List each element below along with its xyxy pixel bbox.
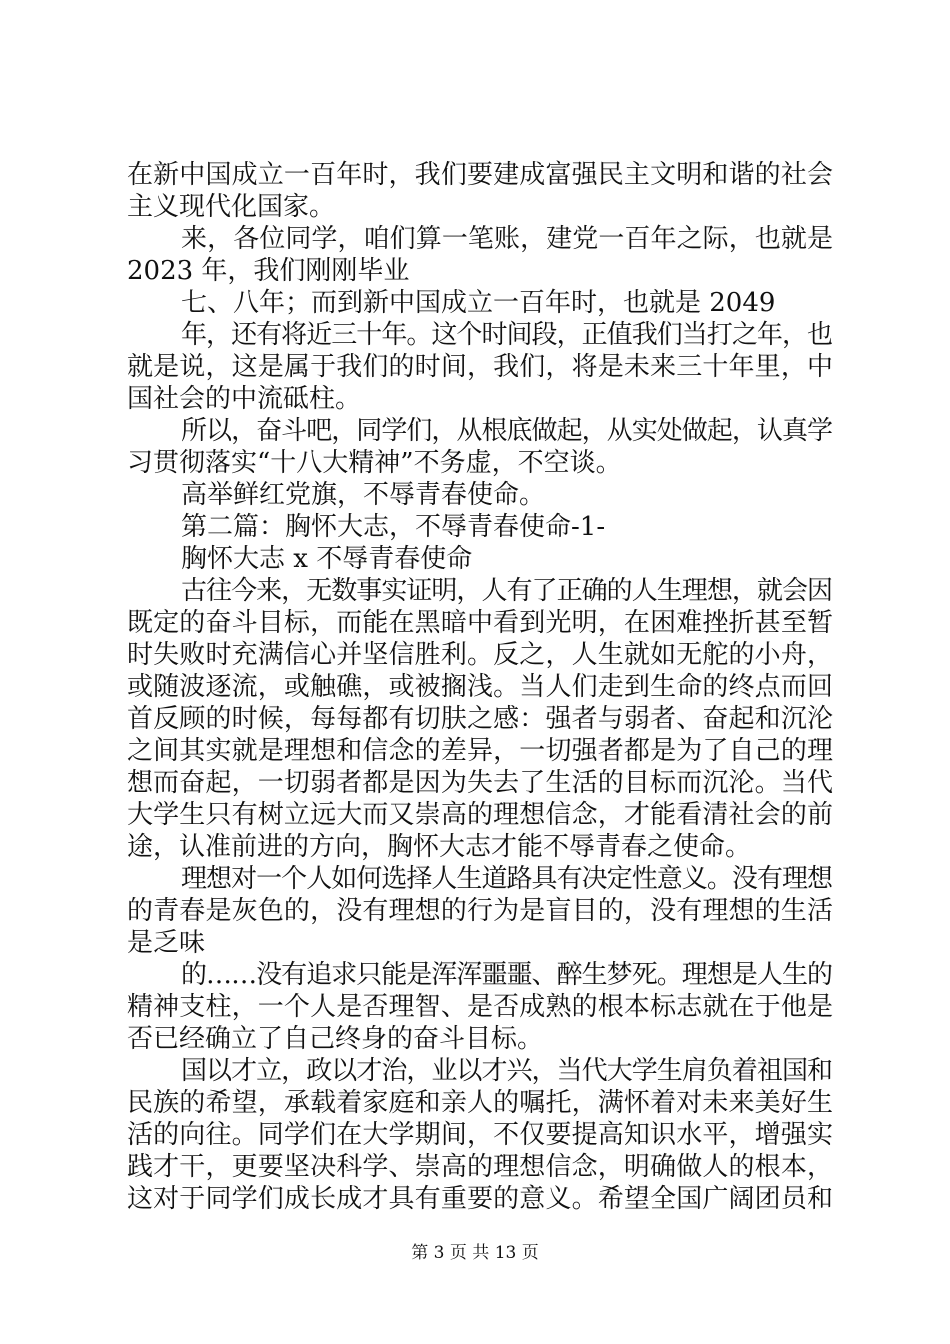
text-line: 在新中国成立一百年时，我们要建成富强民主文明和谐的社会	[127, 160, 834, 190]
text-line: 途，认准前进的方向，胸怀大志才能不辱青春之使命。	[127, 832, 752, 862]
text-line: 否已经确立了自己终身的奋斗目标。	[127, 1024, 544, 1054]
text-line: 高举鲜红党旗，不辱青春使命。	[181, 480, 546, 510]
text-line: 首反顾的时候，每每都有切肤之感：强者与弱者、奋起和沉沦	[127, 704, 834, 734]
text-line: 习贯彻落实“十八大精神”不务虚，不空谈。	[127, 448, 622, 478]
text-line: 践才干，更要坚决科学、崇高的理想信念，明确做人的根本，	[127, 1152, 834, 1182]
text-line: 胸怀大志 x 不辱青春使命	[181, 544, 473, 574]
text-line: 时失败时充满信心并坚信胜利。反之，人生就如无舵的小舟，	[127, 640, 834, 670]
text-line: 的……没有追求只能是浑浑噩噩、醉生梦死。理想是人生的	[181, 960, 833, 990]
text-line: 第二篇：胸怀大志，不辱青春使命-1-	[181, 512, 606, 542]
text-line: 2023 年，我们刚刚毕业	[127, 256, 410, 286]
text-line: 的青春是灰色的，没有理想的行为是盲目的，没有理想的生活	[127, 896, 834, 926]
text-line: 这对于同学们成长成才具有重要的意义。希望全国广阔团员和	[127, 1184, 834, 1214]
text-line: 是乏味	[127, 928, 206, 958]
text-line: 想而奋起，一切弱者都是因为失去了生活的目标而沉沦。当代	[127, 768, 834, 798]
text-line: 精神支柱，一个人是否理智、是否成熟的根本标志就在于他是	[127, 992, 834, 1022]
text-line: 国以才立，政以才治，业以才兴，当代大学生肩负着祖国和	[181, 1056, 833, 1086]
text-line: 或随波逐流，或触礁，或被搁浅。当人们走到生命的终点而回	[127, 672, 834, 702]
text-line: 就是说，这是属于我们的时间，我们，将是未来三十年里，中	[127, 352, 834, 382]
page-footer: 第 3 页 共 13 页	[411, 1243, 539, 1263]
text-line: 之间其实就是理想和信念的差异，一切强者都是为了自己的理	[127, 736, 834, 766]
text-line: 古往今来，无数事实证明，人有了正确的人生理想，就会因	[181, 576, 833, 606]
text-line: 理想对一个人如何选择人生道路具有决定性意义。没有理想	[181, 864, 833, 894]
text-line: 大学生只有树立远大而又崇高的理想信念，才能看清社会的前	[127, 800, 834, 830]
text-line: 民族的希望，承载着家庭和亲人的嘱托，满怀着对未来美好生	[127, 1088, 834, 1118]
text-line: 所以，奋斗吧，同学们，从根底做起，从实处做起，认真学	[181, 416, 833, 446]
text-line: 来，各位同学，咱们算一笔账，建党一百年之际，也就是	[181, 224, 834, 254]
text-line: 主义现代化国家。	[127, 192, 336, 222]
text-line: 国社会的中流砥柱。	[127, 384, 362, 414]
text-line: 活的向往。同学们在大学期间，不仅要提高知识水平，增强实	[127, 1120, 834, 1150]
text-line: 既定的奋斗目标，而能在黑暗中看到光明，在困难挫折甚至暂	[127, 608, 834, 638]
text-line: 七、八年；而到新中国成立一百年时，也就是 2049	[181, 288, 776, 318]
text-line: 年，还有将近三十年。这个时间段，正值我们当打之年，也	[181, 320, 833, 350]
